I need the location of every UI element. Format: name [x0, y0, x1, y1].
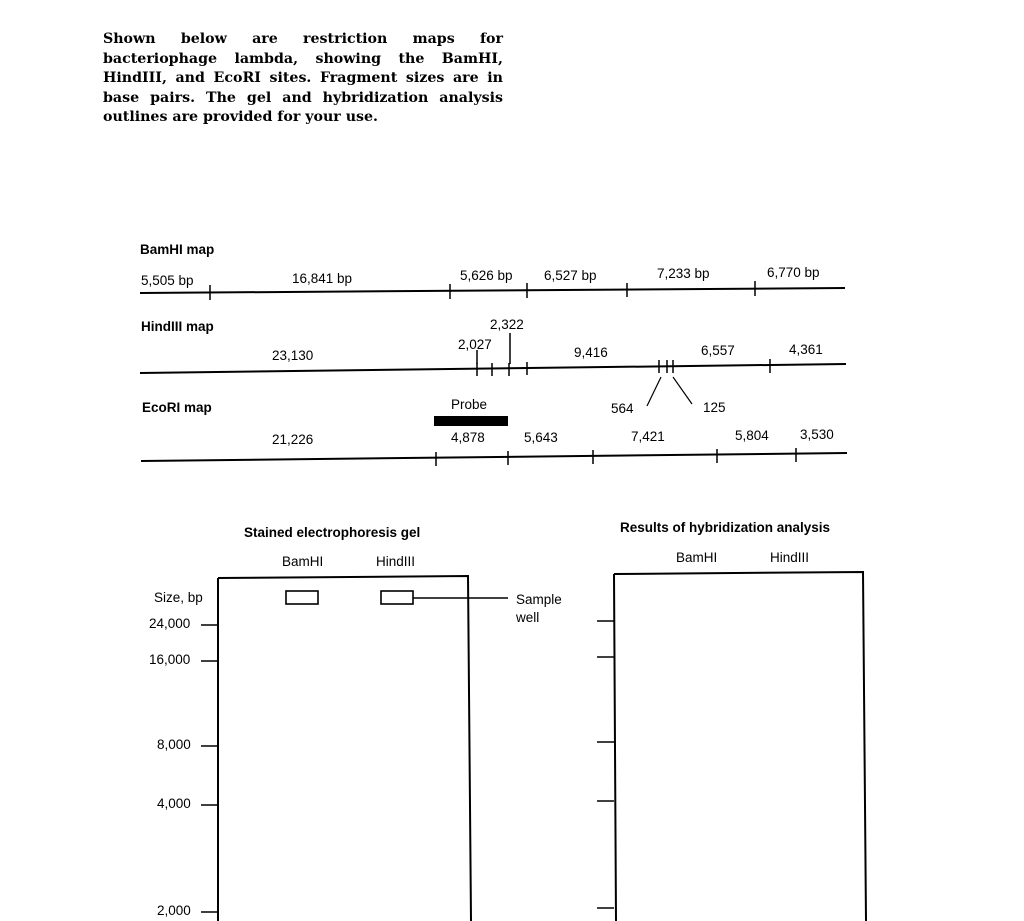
size-axis-label: Size, bp — [154, 590, 203, 605]
hindiii-map-line — [140, 364, 846, 373]
ecori-map-line — [141, 453, 847, 461]
ecori-fragment: 21,226 — [272, 432, 314, 447]
hindiii-fragment: 2,322 — [490, 317, 524, 332]
probe-label: Probe — [451, 397, 488, 412]
gel-lane-label: HindIII — [376, 554, 416, 569]
hindiii-fragment: 23,130 — [272, 348, 314, 363]
hindiii-sample-well — [381, 591, 413, 604]
bamhi-fragment: 6,527 bp — [544, 268, 597, 283]
intro-paragraph: Shown below are restriction maps for bacteriophage lambda, showing the BamHI, HindIII, and EcoRI sites. Fragment sizes are in base pairs. The gel and hybridization analysis outlines are provided for your use. — [103, 31, 503, 125]
bamhi-sample-well — [286, 591, 318, 604]
bamhi-map-title: BamHI map — [140, 242, 215, 257]
size-tick-label: 24,000 — [149, 616, 191, 631]
hybridization-title: Results of hybridization analysis — [620, 520, 831, 535]
ecori-map-title: EcoRI map — [142, 400, 212, 415]
bamhi-fragment: 5,505 bp — [141, 273, 194, 288]
ecori-fragment: 3,530 — [800, 427, 834, 442]
hindiii-fragment: 2,027 — [458, 337, 492, 352]
size-tick-label: 8,000 — [157, 737, 191, 752]
sample-well-label: Sample — [516, 592, 562, 607]
hindiii-pointer-125 — [673, 377, 692, 404]
size-tick-label: 16,000 — [149, 652, 191, 667]
gel-title: Stained electrophoresis gel — [244, 525, 421, 540]
ecori-fragment: 5,643 — [524, 430, 558, 445]
hybridization-box — [614, 572, 866, 921]
sample-well-label: well — [516, 610, 540, 625]
size-tick-label: 4,000 — [157, 796, 191, 811]
hindiii-fragment: 4,361 — [789, 342, 823, 357]
hindiii-fragment: 9,416 — [574, 345, 608, 360]
hindiii-fragment: 6,557 — [701, 343, 735, 358]
hindiii-map-title: HindIII map — [141, 319, 214, 334]
bamhi-fragment: 16,841 bp — [292, 271, 353, 286]
bamhi-fragment: 7,233 bp — [657, 266, 710, 281]
ecori-fragment: 4,878 — [451, 430, 485, 445]
hyb-lane-label: HindIII — [770, 550, 810, 565]
gel-lane-label: BamHI — [282, 554, 324, 569]
bamhi-fragment: 5,626 bp — [460, 268, 513, 283]
stained-gel-box — [218, 576, 471, 921]
bamhi-fragment: 6,770 bp — [767, 265, 820, 280]
size-tick-label: 2,000 — [157, 903, 191, 918]
hindiii-pointer-564 — [647, 377, 661, 406]
ecori-fragment: 7,421 — [631, 429, 665, 444]
ecori-fragment: 5,804 — [735, 428, 769, 443]
hindiii-small-fragment: 564 — [611, 401, 634, 416]
bamhi-map-line — [140, 288, 845, 293]
probe-bar — [434, 416, 508, 426]
hindiii-small-fragment: 125 — [703, 400, 726, 415]
hyb-lane-label: BamHI — [676, 550, 718, 565]
